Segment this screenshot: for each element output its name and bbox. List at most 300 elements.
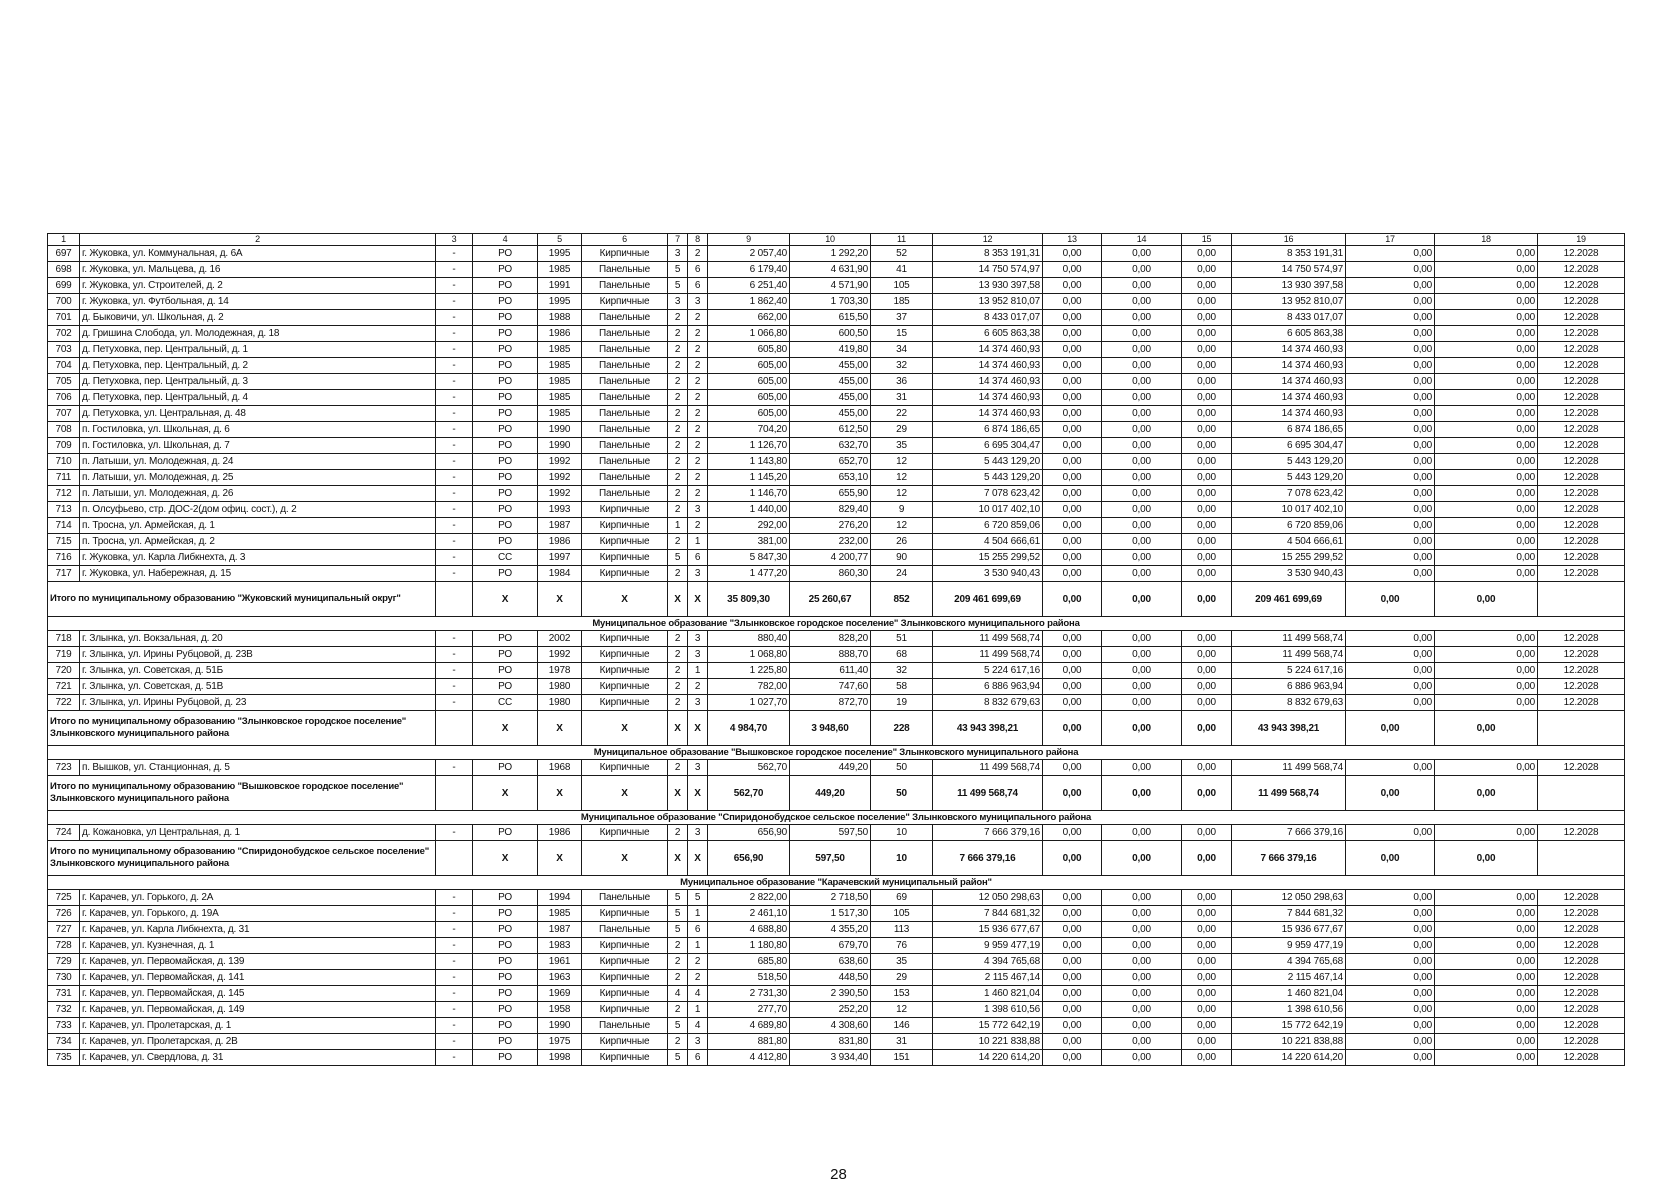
table-row bbox=[48, 390, 1625, 406]
table-cell: 5 bbox=[668, 262, 688, 278]
table-cell: Панельные bbox=[582, 406, 668, 422]
table-cell: 0,00 bbox=[1182, 841, 1232, 876]
table-cell: 729 bbox=[48, 954, 80, 970]
table-cell: 2 bbox=[668, 566, 688, 582]
table-cell: 1995 bbox=[538, 246, 582, 262]
table-cell: 76 bbox=[871, 938, 933, 954]
table-cell: 2 bbox=[668, 1002, 688, 1018]
table-cell: РО bbox=[473, 906, 538, 922]
table-cell: 29 bbox=[871, 970, 933, 986]
table-cell: Панельные bbox=[582, 890, 668, 906]
table-cell: 605,00 bbox=[708, 390, 790, 406]
table-cell: 1963 bbox=[538, 970, 582, 986]
table-cell: 0,00 bbox=[1043, 246, 1102, 262]
table-cell: 2 bbox=[688, 970, 708, 986]
table-cell: 0,00 bbox=[1182, 294, 1232, 310]
table-cell: 0,00 bbox=[1043, 310, 1102, 326]
table-cell: 10 bbox=[871, 825, 933, 841]
table-cell: 11 499 568,74 bbox=[933, 631, 1043, 647]
table-cell: 68 bbox=[871, 647, 933, 663]
table-cell: 562,70 bbox=[708, 760, 790, 776]
table-cell: 1980 bbox=[538, 679, 582, 695]
table-cell: 699 bbox=[48, 278, 80, 294]
table-cell: РО bbox=[473, 262, 538, 278]
table-cell: 10 221 838,88 bbox=[933, 1034, 1043, 1050]
table-cell: - bbox=[436, 534, 473, 550]
table-row bbox=[48, 906, 1625, 922]
table-cell: 0,00 bbox=[1435, 374, 1538, 390]
table-cell: X bbox=[473, 776, 538, 811]
table-cell: РО bbox=[473, 631, 538, 647]
table-cell: 705 bbox=[48, 374, 80, 390]
table-cell: 209 461 699,69 bbox=[1232, 582, 1346, 617]
table-cell: РО bbox=[473, 294, 538, 310]
table-cell: РО bbox=[473, 358, 538, 374]
table-cell: 0,00 bbox=[1435, 760, 1538, 776]
subtotal-label: Итого по муниципальному образованию "Жуковский муниципальный округ" bbox=[48, 582, 436, 617]
table-cell: 0,00 bbox=[1043, 534, 1102, 550]
table-cell: 2 bbox=[668, 374, 688, 390]
table-row bbox=[48, 454, 1625, 470]
table-cell: РО bbox=[473, 534, 538, 550]
section-title: Муниципальное образование "Карачевский муниципальный район" bbox=[48, 876, 1625, 890]
table-cell: 113 bbox=[871, 922, 933, 938]
table-cell: X bbox=[688, 776, 708, 811]
table-cell: РО bbox=[473, 518, 538, 534]
table-cell: 0,00 bbox=[1182, 647, 1232, 663]
table-cell: 3 bbox=[688, 760, 708, 776]
table-cell: 15 936 677,67 bbox=[1232, 922, 1346, 938]
table-cell: - bbox=[436, 518, 473, 534]
table-cell: 2 bbox=[688, 374, 708, 390]
table-cell: 0,00 bbox=[1102, 1002, 1182, 1018]
table-cell: 782,00 bbox=[708, 679, 790, 695]
table-cell: 2 bbox=[668, 534, 688, 550]
table-cell: 0,00 bbox=[1102, 550, 1182, 566]
table-cell: X bbox=[538, 841, 582, 876]
table-cell: РО bbox=[473, 954, 538, 970]
table-cell: 2 bbox=[688, 470, 708, 486]
table-cell: - bbox=[436, 695, 473, 711]
table-cell: РО bbox=[473, 1050, 538, 1066]
table-cell: 698 bbox=[48, 262, 80, 278]
table-cell: 0,00 bbox=[1346, 647, 1435, 663]
table-cell: 2 bbox=[668, 486, 688, 502]
table-cell: 2 bbox=[668, 326, 688, 342]
table-cell: 715 bbox=[48, 534, 80, 550]
table-cell: 2 bbox=[668, 358, 688, 374]
table-cell: 277,70 bbox=[708, 1002, 790, 1018]
table-cell: 0,00 bbox=[1043, 663, 1102, 679]
table-cell: X bbox=[473, 711, 538, 746]
table-cell: 828,20 bbox=[790, 631, 871, 647]
table-cell: 7 844 681,32 bbox=[1232, 906, 1346, 922]
table-cell: РО bbox=[473, 566, 538, 582]
table-cell: 4 394 765,68 bbox=[1232, 954, 1346, 970]
table-cell: 12.2028 bbox=[1538, 454, 1625, 470]
table-row bbox=[48, 294, 1625, 310]
table-row bbox=[48, 954, 1625, 970]
table-cell: 15 936 677,67 bbox=[933, 922, 1043, 938]
table-cell: 2 bbox=[668, 502, 688, 518]
table-cell: 0,00 bbox=[1043, 550, 1102, 566]
table-cell: 0,00 bbox=[1043, 326, 1102, 342]
table-cell: 0,00 bbox=[1102, 566, 1182, 582]
table-cell: 0,00 bbox=[1435, 294, 1538, 310]
table-cell: 4 bbox=[688, 1018, 708, 1034]
table-cell: 1 bbox=[688, 534, 708, 550]
table-cell: 638,60 bbox=[790, 954, 871, 970]
table-cell: 1985 bbox=[538, 342, 582, 358]
table-cell: 0,00 bbox=[1346, 776, 1435, 811]
table-cell: - bbox=[436, 890, 473, 906]
table-cell: 12.2028 bbox=[1538, 760, 1625, 776]
table-cell: 7 666 379,16 bbox=[933, 841, 1043, 876]
table-cell: 0,00 bbox=[1346, 631, 1435, 647]
table-cell: 5 bbox=[668, 1050, 688, 1066]
table-cell: 0,00 bbox=[1102, 922, 1182, 938]
table-cell: 15 255 299,52 bbox=[1232, 550, 1346, 566]
table-cell: 1990 bbox=[538, 1018, 582, 1034]
table-cell: 1992 bbox=[538, 454, 582, 470]
table-cell bbox=[1538, 582, 1625, 617]
table-cell: РО bbox=[473, 438, 538, 454]
table-cell: п. Тросна, ул. Армейская, д. 2 bbox=[80, 534, 436, 550]
table-cell: 1986 bbox=[538, 825, 582, 841]
table-cell: 2 bbox=[668, 695, 688, 711]
table-cell: г. Карачев, ул. Первомайская, д. 139 bbox=[80, 954, 436, 970]
table-cell: 5 bbox=[668, 922, 688, 938]
table-row bbox=[48, 1002, 1625, 1018]
table-cell: 0,00 bbox=[1182, 390, 1232, 406]
table-cell: 448,50 bbox=[790, 970, 871, 986]
table-cell: 829,40 bbox=[790, 502, 871, 518]
table-cell: 3 bbox=[688, 502, 708, 518]
table-cell: 0,00 bbox=[1435, 970, 1538, 986]
table-cell: 31 bbox=[871, 1034, 933, 1050]
table-row bbox=[48, 486, 1625, 502]
table-cell: 12.2028 bbox=[1538, 550, 1625, 566]
table-cell: 6 874 186,65 bbox=[933, 422, 1043, 438]
table-cell: 2 115 467,14 bbox=[933, 970, 1043, 986]
table-cell: 14 374 460,93 bbox=[1232, 390, 1346, 406]
table-cell: 611,40 bbox=[790, 663, 871, 679]
table-row bbox=[48, 1050, 1625, 1066]
table-cell: 4 308,60 bbox=[790, 1018, 871, 1034]
table-cell: 0,00 bbox=[1346, 938, 1435, 954]
table-cell: 12.2028 bbox=[1538, 502, 1625, 518]
table-cell: 0,00 bbox=[1043, 278, 1102, 294]
table-cell: - bbox=[436, 1018, 473, 1034]
table-cell: 0,00 bbox=[1043, 390, 1102, 406]
table-cell: 0,00 bbox=[1346, 406, 1435, 422]
table-cell: 1 146,70 bbox=[708, 486, 790, 502]
table-cell: - bbox=[436, 1002, 473, 1018]
table-cell: 9 959 477,19 bbox=[1232, 938, 1346, 954]
table-cell: 0,00 bbox=[1043, 422, 1102, 438]
table-cell: 0,00 bbox=[1102, 986, 1182, 1002]
table-row bbox=[48, 679, 1625, 695]
table-cell: 6 605 863,38 bbox=[933, 326, 1043, 342]
table-cell: 8 832 679,63 bbox=[933, 695, 1043, 711]
table-cell: - bbox=[436, 470, 473, 486]
table-cell: 12.2028 bbox=[1538, 358, 1625, 374]
table-cell: 3 bbox=[688, 825, 708, 841]
table-cell: РО bbox=[473, 422, 538, 438]
table-cell: 1990 bbox=[538, 422, 582, 438]
table-cell: 0,00 bbox=[1346, 679, 1435, 695]
table-cell: Панельные bbox=[582, 326, 668, 342]
table-row bbox=[48, 470, 1625, 486]
table-cell: 6 605 863,38 bbox=[1232, 326, 1346, 342]
table-cell: 0,00 bbox=[1435, 1002, 1538, 1018]
table-cell: 1998 bbox=[538, 1050, 582, 1066]
table-cell: 52 bbox=[871, 246, 933, 262]
table-cell: РО bbox=[473, 342, 538, 358]
column-number-cell: 14 bbox=[1102, 234, 1182, 246]
table-cell: 13 930 397,58 bbox=[1232, 278, 1346, 294]
column-number-row bbox=[48, 234, 1625, 246]
table-cell: Кирпичные bbox=[582, 647, 668, 663]
table-cell: 0,00 bbox=[1043, 358, 1102, 374]
table-cell: X bbox=[473, 841, 538, 876]
table-cell: 2 bbox=[688, 390, 708, 406]
table-cell: 0,00 bbox=[1435, 566, 1538, 582]
table-cell: - bbox=[436, 986, 473, 1002]
table-cell: 2 bbox=[668, 342, 688, 358]
column-number-cell: 10 bbox=[790, 234, 871, 246]
table-cell: 209 461 699,69 bbox=[933, 582, 1043, 617]
section-title: Муниципальное образование "Злынковское городское поселение" Злынковского муниципального района bbox=[48, 617, 1625, 631]
table-cell: 0,00 bbox=[1182, 776, 1232, 811]
table-cell: 0,00 bbox=[1182, 890, 1232, 906]
table-cell: 0,00 bbox=[1043, 262, 1102, 278]
table-cell: 12.2028 bbox=[1538, 695, 1625, 711]
table-cell: 1994 bbox=[538, 890, 582, 906]
table-cell: - bbox=[436, 294, 473, 310]
table-cell: РО bbox=[473, 486, 538, 502]
table-cell: 852 bbox=[871, 582, 933, 617]
table-cell: 0,00 bbox=[1435, 631, 1538, 647]
table-cell: 4 688,80 bbox=[708, 922, 790, 938]
table-cell: 0,00 bbox=[1102, 358, 1182, 374]
table-cell: 12 bbox=[871, 454, 933, 470]
table-cell: 0,00 bbox=[1043, 374, 1102, 390]
table-cell: 704,20 bbox=[708, 422, 790, 438]
table-cell: 1 bbox=[688, 1002, 708, 1018]
table-cell: 1 bbox=[668, 518, 688, 534]
subtotal-row bbox=[48, 841, 1625, 876]
table-cell: 0,00 bbox=[1346, 663, 1435, 679]
section-header-row bbox=[48, 617, 1625, 631]
table-cell: 0,00 bbox=[1182, 518, 1232, 534]
table-cell: г. Карачев, ул. Карла Либкнехта, д. 31 bbox=[80, 922, 436, 938]
table-cell: 1992 bbox=[538, 470, 582, 486]
table-cell: 7 844 681,32 bbox=[933, 906, 1043, 922]
table-cell: 0,00 bbox=[1182, 310, 1232, 326]
subtotal-label: Итого по муниципальному образованию "Злынковское городское поселение" Злынковского муниципального района bbox=[48, 711, 436, 746]
table-cell: 7 078 623,42 bbox=[933, 486, 1043, 502]
table-cell: 1 bbox=[688, 663, 708, 679]
table-cell: Панельные bbox=[582, 262, 668, 278]
table-cell: Кирпичные bbox=[582, 566, 668, 582]
table-cell: 51 bbox=[871, 631, 933, 647]
table-cell: 13 952 810,07 bbox=[933, 294, 1043, 310]
table-cell: Панельные bbox=[582, 342, 668, 358]
table-cell: 5 443 129,20 bbox=[1232, 454, 1346, 470]
table-row bbox=[48, 326, 1625, 342]
table-cell: 1992 bbox=[538, 647, 582, 663]
table-cell: 0,00 bbox=[1182, 262, 1232, 278]
table-cell: 872,70 bbox=[790, 695, 871, 711]
table-cell: 0,00 bbox=[1435, 954, 1538, 970]
table-cell: 0,00 bbox=[1182, 438, 1232, 454]
table-cell: 11 499 568,74 bbox=[1232, 776, 1346, 811]
table-cell: п. Гостиловка, ул. Школьная, д. 6 bbox=[80, 422, 436, 438]
table-cell: X bbox=[473, 582, 538, 617]
table-cell: 612,50 bbox=[790, 422, 871, 438]
table-cell: 1958 bbox=[538, 1002, 582, 1018]
table-cell: 1 460 821,04 bbox=[933, 986, 1043, 1002]
table-cell: 1 126,70 bbox=[708, 438, 790, 454]
table-row bbox=[48, 374, 1625, 390]
table-cell: 1 460 821,04 bbox=[1232, 986, 1346, 1002]
table-cell bbox=[1538, 841, 1625, 876]
table-cell: 0,00 bbox=[1435, 695, 1538, 711]
subtotal-label: Итого по муниципальному образованию "Вышковское городское поселение" Злынковского муниципального района bbox=[48, 776, 436, 811]
table-cell: 455,00 bbox=[790, 390, 871, 406]
table-cell: 0,00 bbox=[1043, 695, 1102, 711]
table-cell: г. Жуковка, ул. Набережная, д. 15 bbox=[80, 566, 436, 582]
table-cell: 0,00 bbox=[1435, 550, 1538, 566]
page-number: 28 bbox=[830, 1166, 847, 1183]
table-cell: 4 bbox=[668, 986, 688, 1002]
table-cell: 6 886 963,94 bbox=[1232, 679, 1346, 695]
table-cell: 656,90 bbox=[708, 841, 790, 876]
table-cell: 0,00 bbox=[1435, 647, 1538, 663]
table-cell: 0,00 bbox=[1182, 342, 1232, 358]
table-cell: 2 bbox=[688, 454, 708, 470]
table-cell: 0,00 bbox=[1346, 841, 1435, 876]
table-cell: 605,00 bbox=[708, 406, 790, 422]
table-cell: 718 bbox=[48, 631, 80, 647]
table-cell: п. Латыши, ул. Молодежная, д. 26 bbox=[80, 486, 436, 502]
table-cell: 14 374 460,93 bbox=[933, 342, 1043, 358]
table-row bbox=[48, 502, 1625, 518]
table-cell: - bbox=[436, 760, 473, 776]
table-cell: 0,00 bbox=[1182, 906, 1232, 922]
table-cell: Панельные bbox=[582, 438, 668, 454]
table-cell: 723 bbox=[48, 760, 80, 776]
table-cell: 0,00 bbox=[1435, 262, 1538, 278]
table-cell: 734 bbox=[48, 1034, 80, 1050]
table-cell: 1992 bbox=[538, 486, 582, 502]
table-row bbox=[48, 1034, 1625, 1050]
table-cell: 14 750 574,97 bbox=[933, 262, 1043, 278]
table-cell: 1 225,80 bbox=[708, 663, 790, 679]
column-number-cell: 3 bbox=[436, 234, 473, 246]
table-cell: 0,00 bbox=[1346, 582, 1435, 617]
table-cell: 1993 bbox=[538, 502, 582, 518]
table-cell: 4 bbox=[688, 986, 708, 1002]
table-cell: 2 bbox=[688, 486, 708, 502]
table-cell: 0,00 bbox=[1435, 890, 1538, 906]
table-cell: 1985 bbox=[538, 906, 582, 922]
table-cell: - bbox=[436, 647, 473, 663]
table-cell: 0,00 bbox=[1043, 986, 1102, 1002]
table-cell: 2 bbox=[668, 390, 688, 406]
table-row bbox=[48, 278, 1625, 294]
table-cell bbox=[1538, 776, 1625, 811]
table-cell: РО bbox=[473, 470, 538, 486]
table-cell: 0,00 bbox=[1182, 825, 1232, 841]
table-cell: г. Карачев, ул. Кузнечная, д. 1 bbox=[80, 938, 436, 954]
table-cell: 1985 bbox=[538, 406, 582, 422]
table-cell: 0,00 bbox=[1182, 1050, 1232, 1066]
table-cell: 14 374 460,93 bbox=[933, 390, 1043, 406]
table-cell: 0,00 bbox=[1102, 342, 1182, 358]
table-cell: 0,00 bbox=[1102, 422, 1182, 438]
table-cell: 0,00 bbox=[1043, 1034, 1102, 1050]
table-cell: 2 822,00 bbox=[708, 890, 790, 906]
table-cell: 0,00 bbox=[1102, 938, 1182, 954]
table-cell: 12.2028 bbox=[1538, 906, 1625, 922]
table-cell: 0,00 bbox=[1182, 938, 1232, 954]
table-cell: 12.2028 bbox=[1538, 534, 1625, 550]
table-cell: - bbox=[436, 922, 473, 938]
table-cell: Кирпичные bbox=[582, 695, 668, 711]
table-cell: 1 398 610,56 bbox=[1232, 1002, 1346, 1018]
table-cell: 0,00 bbox=[1102, 534, 1182, 550]
table-cell: - bbox=[436, 278, 473, 294]
table-cell: 685,80 bbox=[708, 954, 790, 970]
table-cell: Кирпичные bbox=[582, 663, 668, 679]
table-cell: 0,00 bbox=[1043, 922, 1102, 938]
table-cell bbox=[1538, 711, 1625, 746]
table-cell: 1983 bbox=[538, 938, 582, 954]
table-cell: 15 bbox=[871, 326, 933, 342]
table-cell: 0,00 bbox=[1435, 470, 1538, 486]
table-cell: 11 499 568,74 bbox=[933, 647, 1043, 663]
table-cell: - bbox=[436, 906, 473, 922]
table-cell: 232,00 bbox=[790, 534, 871, 550]
table-cell: 0,00 bbox=[1102, 406, 1182, 422]
table-cell: 2 bbox=[688, 358, 708, 374]
table-cell: д. Петуховка, пер. Центральный, д. 2 bbox=[80, 358, 436, 374]
table-cell: 0,00 bbox=[1346, 550, 1435, 566]
table-cell: 0,00 bbox=[1182, 954, 1232, 970]
table-cell: 0,00 bbox=[1346, 502, 1435, 518]
table-cell: 0,00 bbox=[1435, 825, 1538, 841]
table-cell: X bbox=[688, 711, 708, 746]
table-cell: 2 bbox=[668, 663, 688, 679]
table-cell: 2 bbox=[688, 518, 708, 534]
table-cell: 0,00 bbox=[1435, 1018, 1538, 1034]
table-cell: 0,00 bbox=[1435, 342, 1538, 358]
table-cell: 0,00 bbox=[1043, 760, 1102, 776]
column-number-cell: 6 bbox=[582, 234, 668, 246]
table-cell: РО bbox=[473, 390, 538, 406]
table-cell: 5 443 129,20 bbox=[1232, 470, 1346, 486]
table-cell: 455,00 bbox=[790, 374, 871, 390]
table-cell: Кирпичные bbox=[582, 825, 668, 841]
table-cell: 90 bbox=[871, 550, 933, 566]
table-cell: 6 bbox=[688, 550, 708, 566]
table-cell: - bbox=[436, 502, 473, 518]
subtotal-row bbox=[48, 776, 1625, 811]
table-cell: Кирпичные bbox=[582, 631, 668, 647]
table-cell: - bbox=[436, 374, 473, 390]
